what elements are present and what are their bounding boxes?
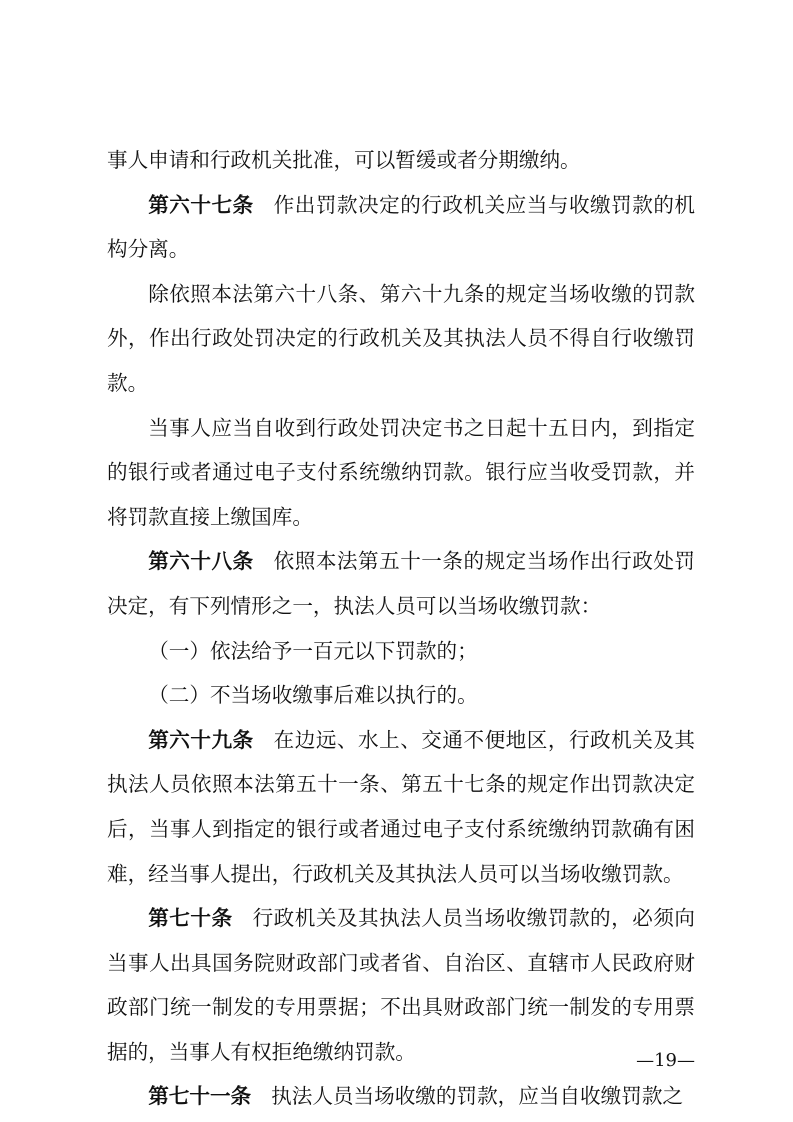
paragraph-text: 在边远、水上、交通不便地区，行政机关及其执法人员依照本法第五十一条、第五十七条的规定作出罚款决定后，当事人到指定的银行或者通过电子支付系统缴纳罚款确有困难，经当事人提出，行政机关及其执法人员可以当场收缴罚款。 — [107, 727, 696, 886]
article-heading: 第六十八条 — [148, 549, 254, 574]
paragraph — [107, 183, 695, 272]
paragraph — [107, 1074, 695, 1119]
article-heading: 第六十九条 — [148, 727, 254, 752]
paragraph-text: 作出罚款决定的行政机关应当与收缴罚款的机构分离。 — [107, 192, 696, 262]
paragraph-text: 依照本法第五十一条的规定当场作出行政处罚决定，有下列情形之一，执法人员可以当场收缴罚款： — [107, 549, 696, 618]
paragraph-text: （二）不当场收缴事后难以执行的。 — [148, 683, 478, 708]
paragraph-text: 除依照本法第六十八条、第六十九条的规定当场收缴的罚款外，作出行政处罚决定的行政机关及其执法人员不得自行收缴罚款。 — [107, 281, 695, 395]
paragraph — [107, 629, 695, 674]
paragraph-text: 执法人员当场收缴的罚款，应当自收缴罚款之 — [271, 1084, 684, 1109]
article-heading: 第七十条 — [148, 906, 233, 931]
body-text — [107, 138, 695, 1119]
paragraph — [107, 138, 695, 183]
paragraph-text: 当事人应当自收到行政处罚决定书之日起十五日内，到指定的银行或者通过电子支付系统缴纳罚款。银行应当收受罚款，并将罚款直接上缴国库。 — [107, 415, 695, 529]
article-heading: 第七十一条 — [148, 1084, 252, 1109]
paragraph — [107, 539, 695, 628]
article-heading: 第六十七条 — [148, 192, 254, 217]
paragraph — [107, 673, 695, 718]
paragraph-text: （一）依法给予一百元以下罚款的； — [148, 638, 478, 663]
paragraph — [107, 896, 695, 1074]
paragraph — [107, 718, 695, 896]
paragraph-text: 行政机关及其执法人员当场收缴罚款的，必须向当事人出具国务院财政部门或者省、自治区、直辖市人民政府财政部门统一制发的专用票据；不出具财政部门统一制发的专用票据的，当事人有权拒绝缴纳罚款。 — [107, 906, 696, 1064]
page-number: —19— — [636, 1050, 695, 1071]
paragraph-text: 事人申请和行政机关批准，可以暂缓或者分期缴纳。 — [107, 148, 581, 172]
paragraph — [107, 406, 695, 540]
paragraph — [107, 272, 695, 406]
